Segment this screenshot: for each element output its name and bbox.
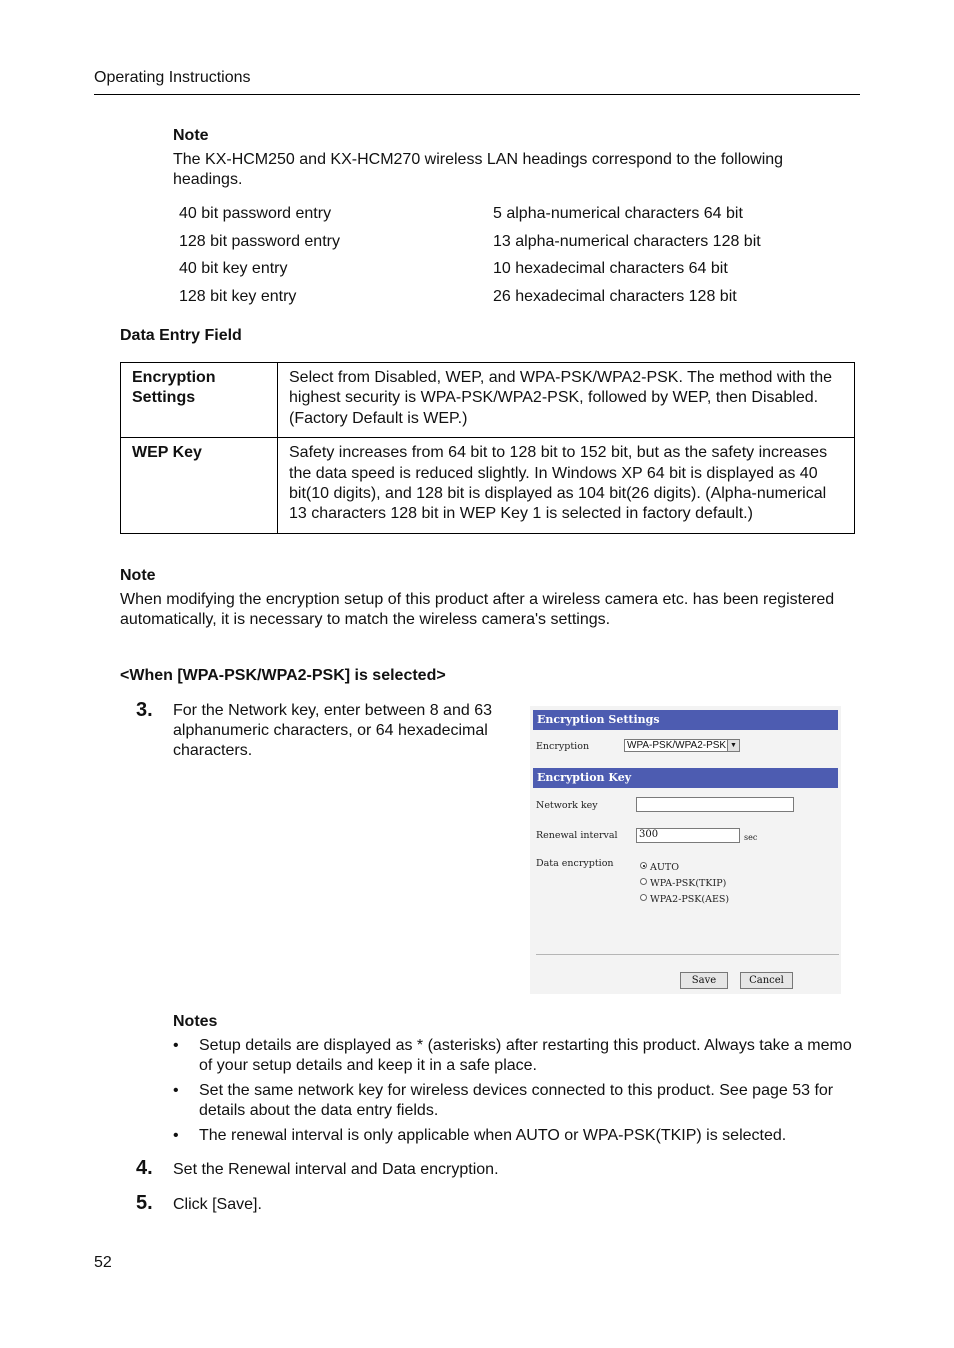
table-row (173, 259, 761, 287)
field-description: Select from Disabled, WEP, and WPA-PSK/WPA2-PSK. The method with the highest security is WPA-PSK/WPA2-PSK, followed by WEP, then Disabled. (Factory Default is WEP.) (278, 363, 855, 438)
step-text: Set the Renewal interval and Data encryption. (173, 1161, 499, 1178)
table-row (173, 204, 761, 232)
radio-label: WPA2-PSK(AES) (650, 894, 730, 905)
note2-heading: Note (120, 567, 156, 584)
table-row (121, 363, 855, 438)
encryption-select[interactable] (624, 739, 740, 752)
radio-wpa-psk-tkip[interactable] (640, 878, 726, 889)
encryption-label: Encryption (536, 741, 590, 752)
note1-text: The KX-HCM250 and KX-HCM270 wireless LAN headings correspond to the following headings. (173, 151, 784, 188)
step-text: Click [Save]. (173, 1196, 262, 1213)
step-number: 5. (136, 1192, 153, 1214)
renewal-unit: sec (744, 833, 758, 842)
data-entry-heading: Data Entry Field (120, 327, 242, 344)
renewal-interval-input[interactable]: 300 (636, 828, 740, 843)
network-key-label: Network key (536, 800, 598, 811)
heading-mapping-table (173, 204, 761, 315)
table-cell: 5 alpha-numerical characters 64 bit (493, 205, 743, 222)
page-number: 52 (94, 1254, 112, 1271)
notes-heading: Notes (173, 1013, 218, 1030)
radio-label: AUTO (650, 862, 679, 873)
chevron-down-icon[interactable]: ▼ (727, 740, 739, 751)
note-text: Setup details are displayed as * (asterisks) after restarting this product. Always take a memo of your setup details and keep it in a safe place. (199, 1037, 852, 1075)
field-name: WEP Key (121, 438, 278, 534)
note1-heading: Note (173, 127, 209, 144)
renewal-interval-label: Renewal interval (536, 830, 618, 841)
encryption-settings-bar: Encryption Settings (533, 710, 838, 730)
table-cell: 10 hexadecimal characters 64 bit (493, 260, 728, 278)
list-item (173, 1036, 863, 1077)
radio-label: WPA-PSK(TKIP) (650, 878, 727, 889)
step-text: For the Network key, enter between 8 and 63 alphanumeric characters, or 64 hexadecimal characters. (173, 702, 492, 759)
list-item (173, 1081, 863, 1122)
section-heading: <When [WPA-PSK/WPA2-PSK] is selected> (120, 667, 446, 684)
note-text: Set the same network key for wireless devices connected to this product. See page 53 for details about the data entry fields. (199, 1081, 834, 1120)
header-rule (94, 94, 860, 95)
encryption-settings-screenshot (530, 706, 841, 994)
radio-wpa2-psk-aes[interactable] (640, 894, 729, 905)
encryption-select-value: WPA-PSK/WPA2-PSK (627, 740, 727, 751)
field-name: Encryption Settings (121, 363, 278, 438)
note-text: The renewal interval is only applicable when AUTO or WPA-PSK(TKIP) is selected. (199, 1126, 787, 1144)
radio-auto[interactable] (640, 862, 679, 873)
table-row (121, 438, 855, 534)
notes-list (173, 1036, 863, 1150)
radio-unchecked-icon[interactable] (640, 878, 647, 885)
bullet: • (173, 1037, 179, 1054)
table-cell: 26 hexadecimal characters 128 bit (493, 288, 737, 306)
table-row (173, 232, 761, 260)
data-entry-table (120, 362, 855, 534)
step-number: 4. (136, 1157, 153, 1179)
network-key-input[interactable] (636, 797, 794, 812)
field-description: Safety increases from 64 bit to 128 bit to 152 bit, but as the safety increases the data speed is reduced slightly. In Windows XP 64 bit is displayed as 40 bit(10 digits), and 128 bit is displayed as 104 bit(26 digits). (Alpha-numerical 13 characters 128 bit in WEP Key 1 is selected in factory default.) (278, 438, 855, 534)
note2-text: When modifying the encryption setup of this product after a wireless camera etc. has been registered automatically, it is necessary to match the wireless camera's settings. (120, 591, 835, 628)
list-item (173, 1126, 863, 1146)
panel-divider (536, 954, 839, 955)
bullet: • (173, 1126, 179, 1144)
data-encryption-label: Data encryption (536, 858, 614, 869)
table-cell: 128 bit key entry (179, 288, 297, 306)
table-row (173, 287, 761, 315)
table-cell: 40 bit password entry (179, 205, 332, 222)
radio-unchecked-icon[interactable] (640, 894, 647, 901)
step-number: 3. (136, 699, 153, 721)
save-button[interactable]: Save (680, 972, 728, 989)
table-cell: 128 bit password entry (179, 232, 340, 250)
bullet: • (173, 1081, 179, 1099)
radio-checked-icon[interactable] (640, 862, 647, 869)
table-cell: 13 alpha-numerical characters 128 bit (493, 232, 761, 250)
running-header: Operating Instructions (94, 69, 251, 86)
table-cell: 40 bit key entry (179, 260, 288, 278)
encryption-key-bar: Encryption Key (533, 768, 838, 788)
cancel-button[interactable]: Cancel (740, 972, 793, 989)
